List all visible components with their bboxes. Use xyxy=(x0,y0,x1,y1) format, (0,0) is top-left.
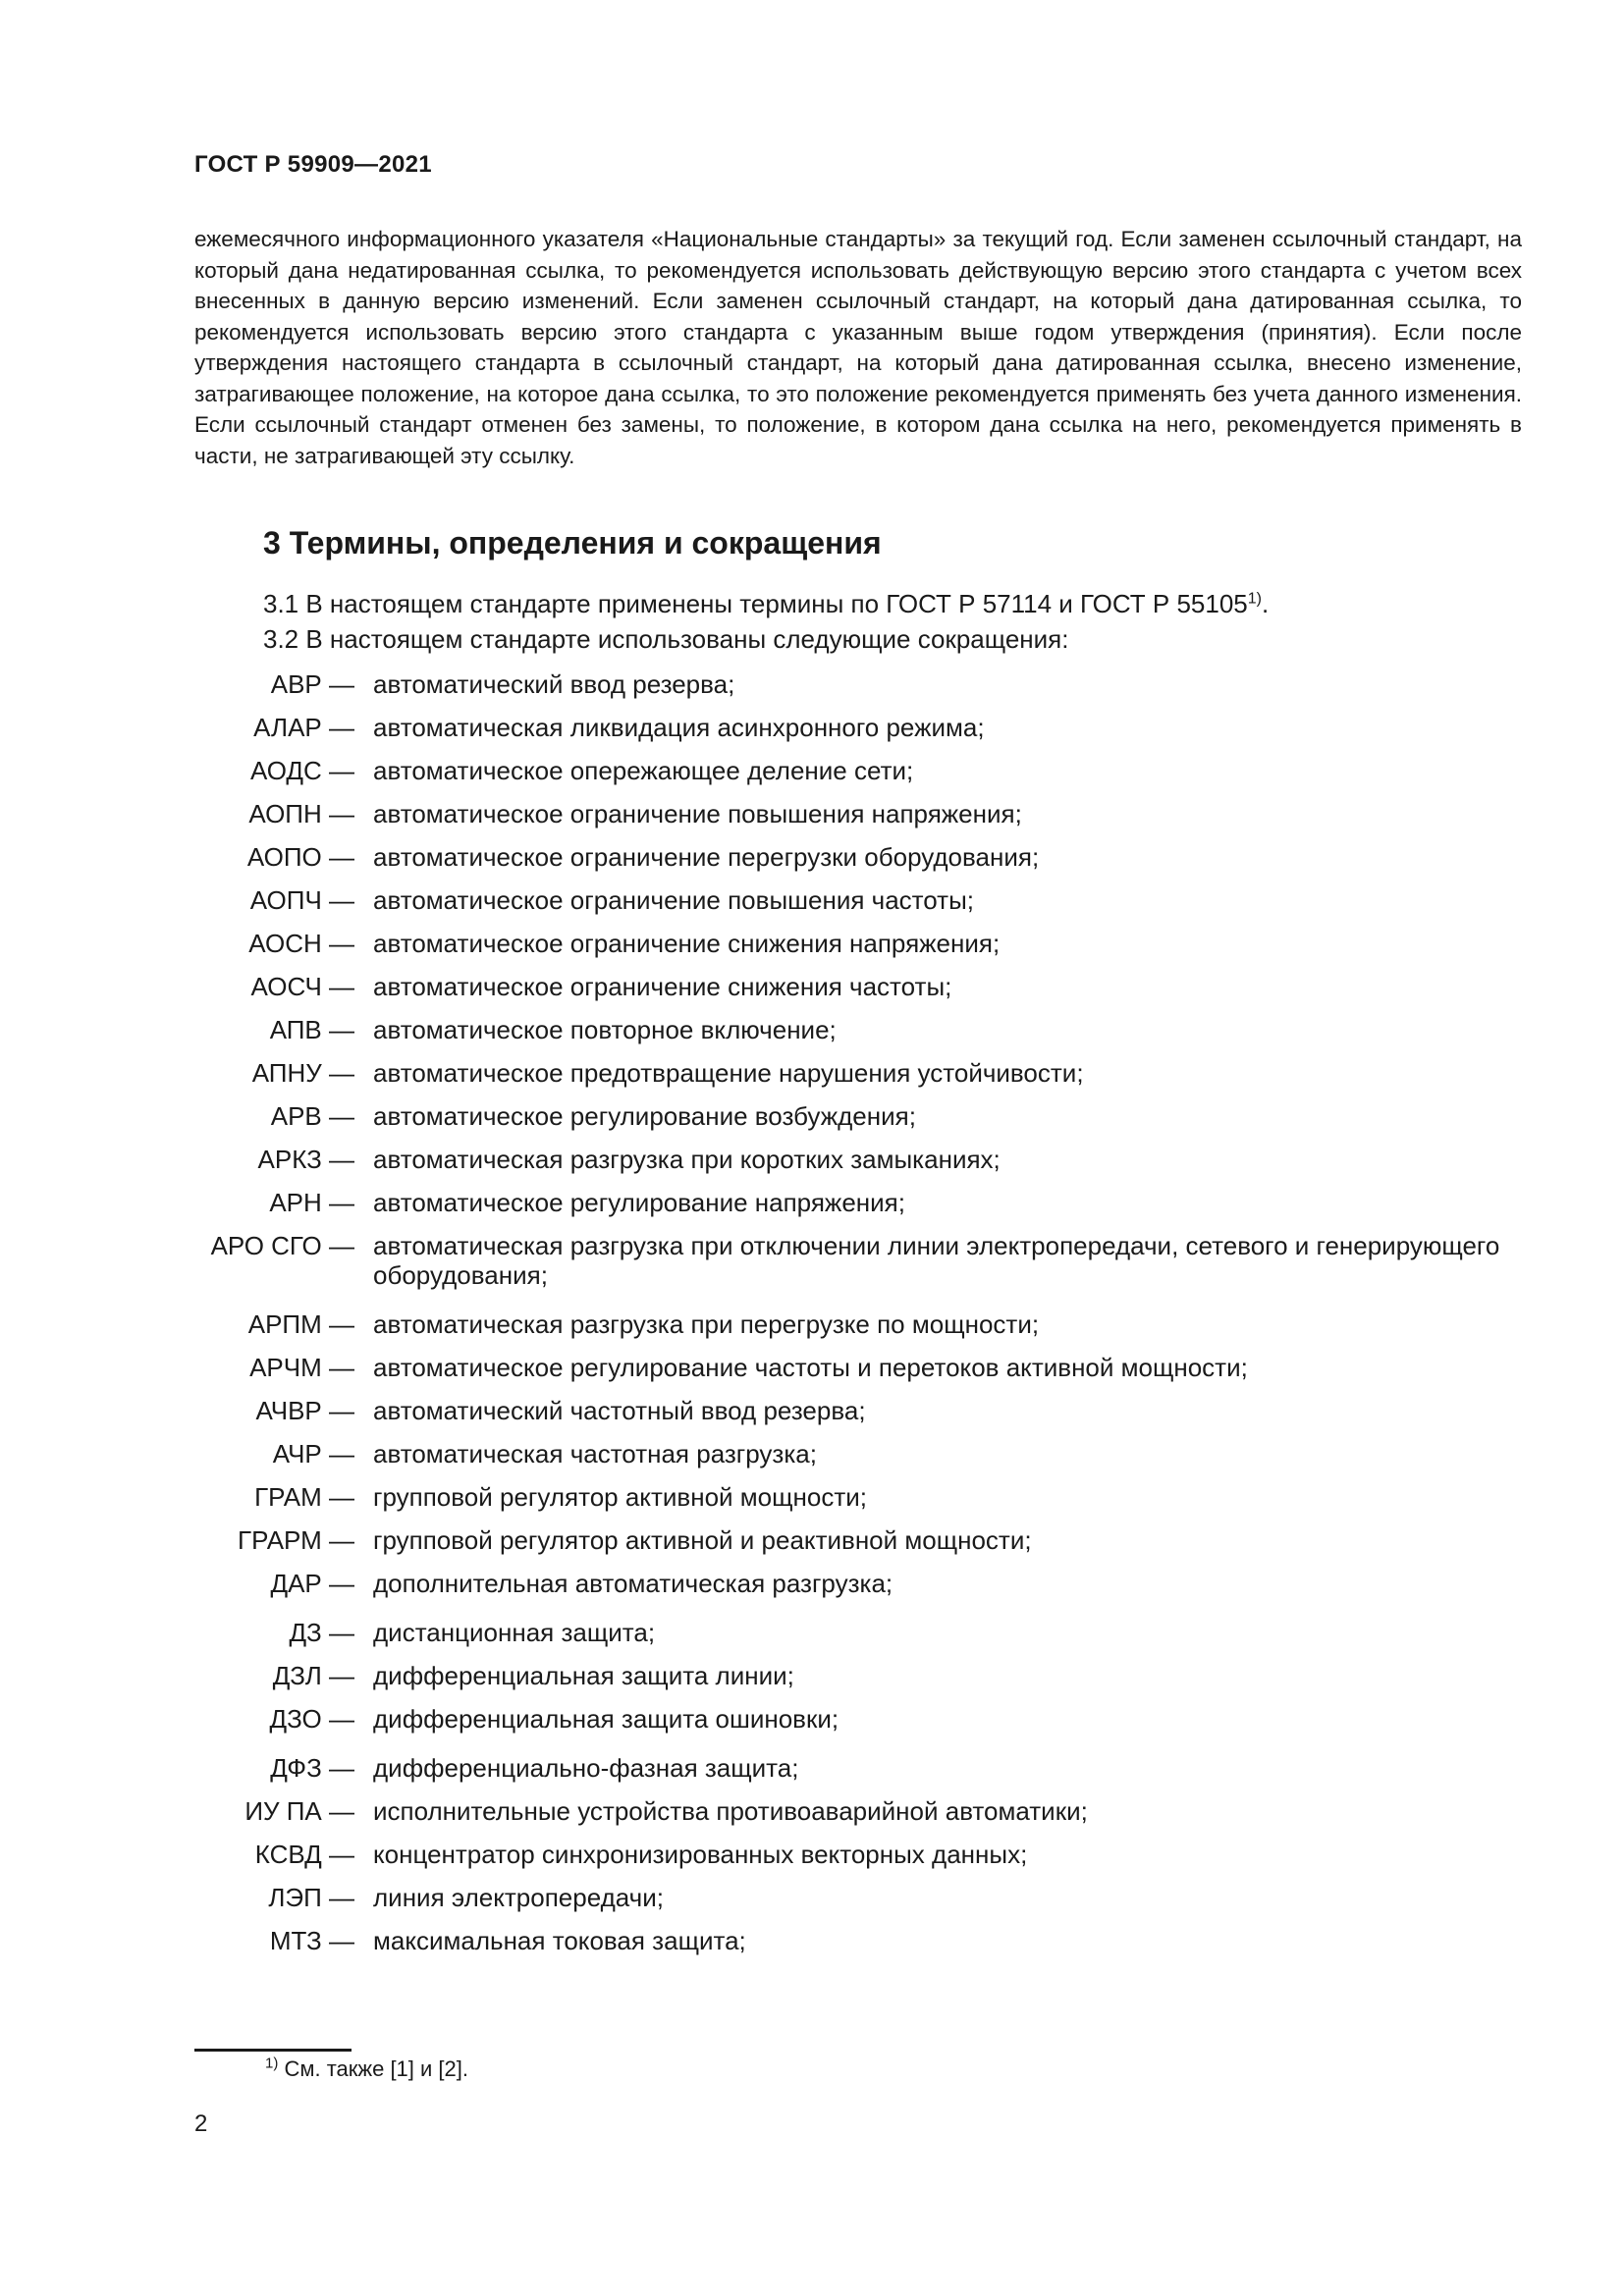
abbreviation-term: АРПМ — xyxy=(247,1309,354,1339)
abbreviation-definition: дифференциальная защита линии; xyxy=(373,1661,794,1690)
clause-3-2: 3.2 В настоящем стандарте использованы следующие сокращения: xyxy=(263,624,1069,654)
abbreviation-term: АОПО — xyxy=(246,842,354,872)
abbreviation-definition: автоматическое регулирование напряжения; xyxy=(373,1188,905,1217)
abbreviation-term: ИУ ПА — xyxy=(244,1796,354,1826)
abbreviation-definition: дополнительная автоматическая разгрузка; xyxy=(373,1569,893,1598)
abbreviation-definition: дифференциальная защита ошиновки; xyxy=(373,1704,839,1734)
abbreviation-term: АРКЗ — xyxy=(257,1145,354,1174)
abbreviation-definition: автоматическая частотная разгрузка; xyxy=(373,1439,817,1468)
abbreviation-definition: автоматический частотный ввод резерва; xyxy=(373,1396,866,1425)
abbreviation-term: АЛАР — xyxy=(253,713,354,742)
abbreviation-definition: максимальная токовая защита; xyxy=(373,1926,746,1955)
footnote-mark: 1) xyxy=(265,2055,279,2072)
intro-paragraph: ежемесячного информационного указателя «Национальные стандарты» за текущий год. Если заменен ссылочный стандарт, на который дана недатированная ссылка, то рекомендуется использовать действующую версию этого стандарта с учетом всех внесенных в данную версию изменений. Если заменен ссылочный стандарт, на который дана датированная ссылка, то рекомендуется использовать версию этого стандарта с указанным выше годом утверждения (принятия). Если после утверждения настоящего стандарта в ссылочный стандарт, на который дана датированная ссылка, внесено изменение, затрагивающее положение, на которое дана ссылка, то это положение рекомендуется применять без учета данного изменения. Если ссылочный стандарт отменен без замены, то положение, в котором дана ссылка на него, рекомендуется применять в части, не затрагивающей эту ссылку. xyxy=(194,227,1522,468)
footnote-reference: 1) xyxy=(1247,590,1262,608)
abbreviation-term: ДЗЛ — xyxy=(272,1661,354,1690)
abbreviation-definition: дистанционная защита; xyxy=(373,1618,656,1647)
abbreviation-term: МТЗ — xyxy=(269,1926,354,1955)
document-header: ГОСТ Р 59909—2021 xyxy=(194,151,432,178)
footnote xyxy=(265,2056,468,2082)
footnote-text: См. также [1] и [2]. xyxy=(278,2056,468,2081)
abbreviation-definition: автоматическое ограничение перегрузки оборудования; xyxy=(373,842,1040,872)
abbreviation-term: АРН — xyxy=(269,1188,354,1217)
footnote-separator xyxy=(194,2049,352,2052)
abbreviation-definition: автоматическое регулирование возбуждения; xyxy=(373,1101,916,1131)
abbreviation-definition: автоматическое повторное включение; xyxy=(373,1015,837,1044)
abbreviation-term: КСВД — xyxy=(254,1840,354,1869)
abbreviation-term: АРО СГО — xyxy=(210,1231,354,1260)
page-number: 2 xyxy=(194,2110,208,2137)
abbreviation-term: АРЧМ — xyxy=(249,1353,354,1382)
abbreviation-definition: автоматическое опережающее деление сети; xyxy=(373,756,914,785)
abbreviation-definition: автоматическое ограничение снижения частоты; xyxy=(373,972,952,1001)
abbreviation-definition: автоматическое регулирование частоты и перетоков активной мощности; xyxy=(373,1353,1248,1382)
abbreviation-term: ГРАМ — xyxy=(254,1482,354,1512)
abbreviation-term: ДФЗ — xyxy=(270,1753,354,1783)
abbreviation-definition: автоматическое ограничение повышения частоты; xyxy=(373,885,974,915)
abbreviation-definition: автоматическое ограничение снижения напряжения; xyxy=(373,929,1001,958)
abbreviation-term: ЛЭП — xyxy=(268,1883,354,1912)
abbreviation-definition: групповой регулятор активной и реактивной мощности; xyxy=(373,1525,1032,1555)
abbreviation-definition: исполнительные устройства противоаварийной автоматики; xyxy=(373,1796,1088,1826)
section-title: 3 Термины, определения и сокращения xyxy=(263,525,882,561)
abbreviation-definition: автоматическое ограничение повышения напряжения; xyxy=(373,799,1022,828)
abbreviation-term: АПНУ — xyxy=(251,1058,354,1088)
abbreviation-term: АОДС — xyxy=(249,756,354,785)
clause-3-1-text: 3.1 В настоящем стандарте применены термины по ГОСТ Р 57114 и ГОСТ Р 55105 xyxy=(263,589,1248,618)
abbreviation-term: АЧР — xyxy=(272,1439,354,1468)
abbreviation-definition: автоматическая ликвидация асинхронного режима; xyxy=(373,713,985,742)
abbreviation-term: АОПН — xyxy=(248,799,354,828)
abbreviation-term: АРВ — xyxy=(270,1101,354,1131)
clause-3-1-end: . xyxy=(1262,589,1270,618)
abbreviation-term: ДЗ — xyxy=(289,1618,354,1647)
abbreviation-term: АПВ — xyxy=(269,1015,354,1044)
clause-3-1 xyxy=(263,589,1269,619)
abbreviation-definition: концентратор синхронизированных векторных данных; xyxy=(373,1840,1028,1869)
abbreviation-term: ДЗО — xyxy=(269,1704,354,1734)
abbreviation-definition: дифференциально-фазная защита; xyxy=(373,1753,799,1783)
abbreviation-definition: автоматическая разгрузка при отключении линии электропередачи, сетевого и генерирующего оборудования; xyxy=(373,1231,1500,1290)
abbreviation-definition: групповой регулятор активной мощности; xyxy=(373,1482,867,1512)
abbreviation-definition: автоматическая разгрузка при перегрузке по мощности; xyxy=(373,1309,1040,1339)
abbreviation-definition: линия электропередачи; xyxy=(373,1883,664,1912)
abbreviation-term: АОСЧ — xyxy=(250,972,354,1001)
abbreviation-definition: автоматическая разгрузка при коротких замыканиях; xyxy=(373,1145,1001,1174)
abbreviation-term: АЧВР — xyxy=(255,1396,354,1425)
abbreviation-definition: автоматическое предотвращение нарушения устойчивости; xyxy=(373,1058,1084,1088)
abbreviation-term: ГРАРМ — xyxy=(238,1525,354,1555)
abbreviation-term: ДАР — xyxy=(270,1569,354,1598)
abbreviation-term: АОСН — xyxy=(248,929,354,958)
abbreviation-term: АВР — xyxy=(270,669,354,699)
abbreviation-term: АОПЧ — xyxy=(249,885,354,915)
abbreviation-definition: автоматический ввод резерва; xyxy=(373,669,735,699)
